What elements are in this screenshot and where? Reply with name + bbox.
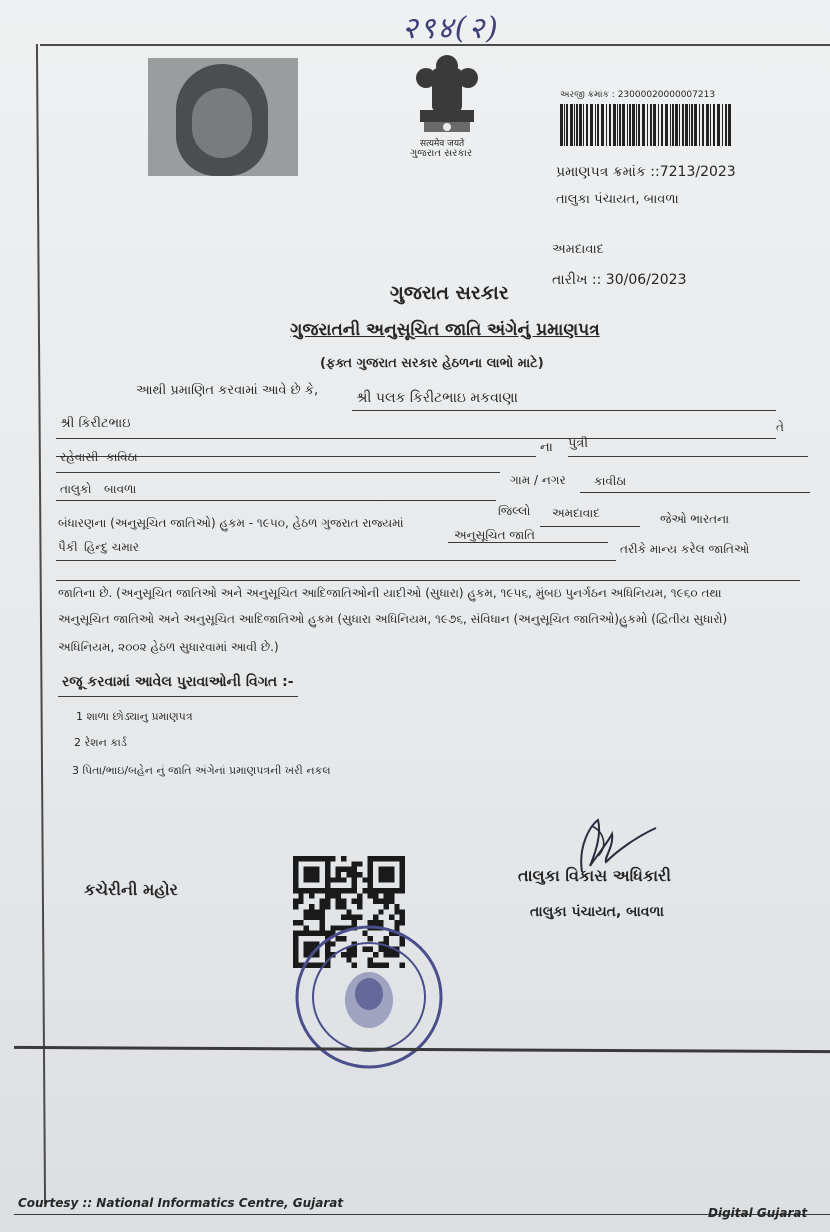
office-seal-label: કચેરીની મહોર: [84, 880, 178, 899]
taluka-value: બાવળા: [104, 482, 137, 496]
caste-prefix: પૈકી: [58, 540, 78, 554]
certificate-subtitle: (ફક્ત ગુજરાત સરકાર હેઠળના લાભો માટે): [320, 356, 544, 371]
documents-heading: રજૂ કરવામાં આવેલ પુરાવાઓની વિગત :-: [62, 674, 294, 690]
caste-value: હિન્દુ ચમાર: [84, 540, 139, 554]
document-item-1: 1 શાળા છોડ્યાનુ પ્રમાણપત્ર: [76, 710, 193, 723]
resident-label: રહેવાસી: [60, 450, 99, 464]
relation-label: ના: [540, 440, 553, 455]
left-border: [36, 44, 46, 1204]
resident-value: કાવિઠા: [106, 450, 138, 464]
te-text: તે: [776, 420, 784, 434]
village-value: કાવીઠા: [594, 474, 627, 488]
category-value: અનુસૂચિત જાતિ: [454, 528, 535, 542]
application-number: અરજી ક્રમાંક : 23000020000007213: [560, 90, 716, 100]
government-title: ગુજરાત સરકાર: [390, 282, 509, 304]
intro-text: આથી પ્રમાણિત કરવામાં આવે છે કે,: [136, 383, 319, 398]
certificate-number: પ્રમાણપત્ર ક્રમાંક ::7213/2023: [556, 164, 736, 180]
legal-text-line-2: અનુસૂચિત જાતિઓ અને અનુસૂચિત આદિજાતિઓ હુકમ (સુધારા અધિનિયમ, ૧૯૭૬, સંવિધાન (અનુસૂચિત જાતિઓ)હુકમો (દ્વિતીય સુધારો): [58, 612, 728, 626]
document-item-2: 2 રેશન કાર્ડ: [74, 736, 127, 749]
district-label: જિલ્લો: [498, 504, 531, 518]
emblem-caption-2: ગુજરાત સરકાર: [410, 148, 473, 159]
legal-text-line-1: જાતિના છે. (અનુસૂચિત જાતિઓ અને અનુસૂચિત આદિજાતિઓની યાદીઓ (સુધારા) હુકમ, ૧૯૫૬, મુંબઇ પુનર્ગઠન અધિનિયમ, ૧૯૬૦ તથા: [58, 586, 722, 600]
certificate-title: ગુજરાતની અનુસૂચિત જાતિ અંગેનું પ્રમાણપત્ર: [290, 320, 600, 340]
legal-text-line-3: અધિનિયમ, ૨૦૦૨ હેઠળ સુધારવામાં આવી છે.): [58, 640, 279, 654]
applicant-photo: [148, 58, 298, 176]
india-text: જેઓ ભારતના: [660, 512, 730, 526]
parent-name: શ્રી કિરીટભાઇ: [60, 416, 131, 431]
officer-office: તાલુકા પંચાયત, બાવળા: [530, 904, 664, 920]
certificate-date: તારીખ :: 30/06/2023: [552, 272, 687, 288]
emblem-caption-1: सत्यमेव जयते: [420, 139, 465, 149]
document-item-3: 3 પિતા/ભાઇ/બહેન નું જાતિ અંગેનાં પ્રમાણપત્રની ખરી નકલ: [72, 764, 331, 777]
recognized-text: તરીકે માન્ય કરેલ જાતિઓ: [620, 542, 750, 556]
district-value: અમદાવાદ: [552, 506, 600, 520]
order-text: બંધારણના (અનુસૂચિત જાતિઓ) હુકમ - ૧૯૫૦, હેઠળ ગુજરાત રાજ્યમાં: [58, 516, 404, 530]
handwritten-number: २९४(२): [402, 11, 500, 46]
header-district: અમદાવાદ: [552, 242, 604, 257]
header-office: તાલુકા પંચાયત, બાવળા: [556, 192, 679, 207]
village-label: ગામ / નગર: [510, 473, 566, 487]
barcode: [560, 104, 732, 146]
relation-value: પુત્રી: [568, 436, 589, 451]
applicant-name: શ્રી પલક કિરીટભાઇ મકવાણા: [356, 390, 518, 406]
officer-title: તાલુકા વિકાસ અધિકારી: [518, 866, 671, 885]
taluka-label: તાલુકો: [60, 482, 92, 496]
digital-gujarat-text: Digital Gujarat: [708, 1206, 808, 1220]
courtesy-text: Courtesy :: National Informatics Centre, Gujarat: [18, 1196, 344, 1210]
